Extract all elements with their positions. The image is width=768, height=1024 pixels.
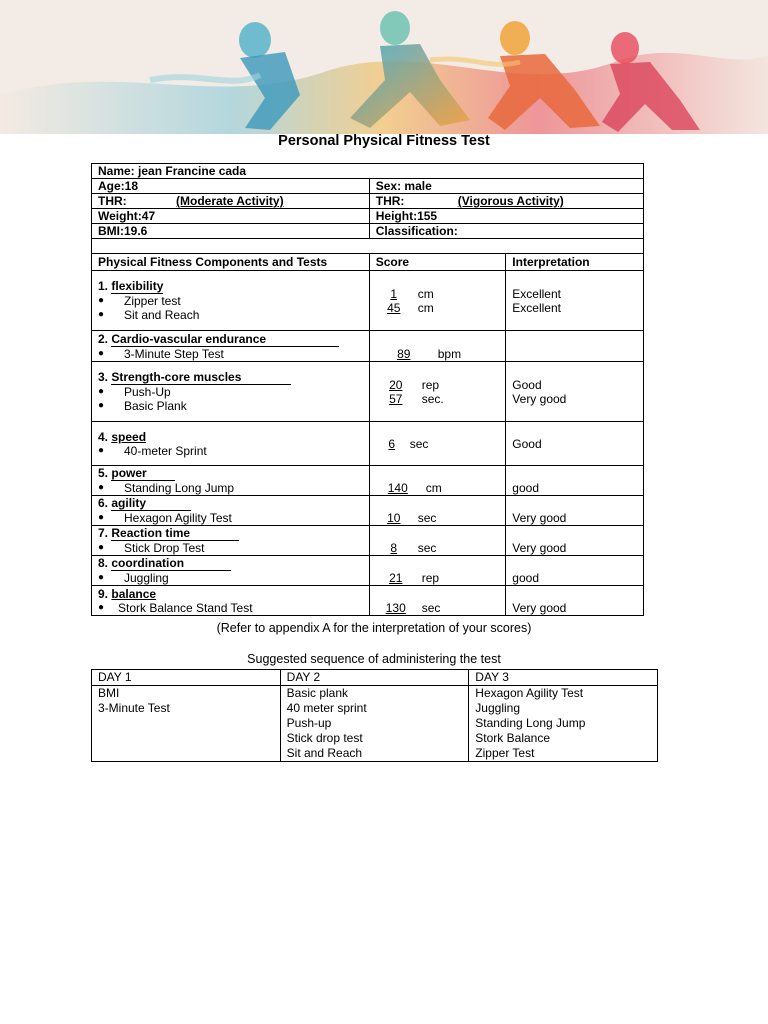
interpretation-cell xyxy=(506,331,644,362)
refer-note: (Refer to appendix A for the interpretation of your scores) xyxy=(216,621,532,635)
day-header: DAY 1 xyxy=(92,670,281,686)
score-unit: bpm xyxy=(437,347,462,361)
score-cell xyxy=(369,271,506,331)
component-cell: 1. flexibility ● Zipper test ● Sit and Reach xyxy=(92,271,370,331)
day-header: DAY 2 xyxy=(280,670,469,686)
day-header: DAY 3 xyxy=(469,670,658,686)
test-item: ● Stork Balance Stand Test xyxy=(98,601,363,615)
component-name: Cardio-vascular endurance xyxy=(111,332,339,347)
score-value: 57 xyxy=(389,391,403,406)
table-row xyxy=(92,466,644,496)
interpretation-cell xyxy=(506,362,644,422)
test-item: ● Sit and Reach xyxy=(98,308,363,322)
component-name: power xyxy=(111,466,175,481)
score-unit: rep xyxy=(421,571,440,585)
height-field: Height:155 xyxy=(369,209,643,224)
test-item: ● 3-Minute Step Test xyxy=(98,347,363,361)
score-cell xyxy=(369,586,506,616)
thr-label: THR: xyxy=(98,194,127,208)
list-item: Standing Long Jump xyxy=(475,716,586,730)
bmi-field: BMI:19.6 xyxy=(92,224,370,239)
component-name: balance xyxy=(111,586,157,601)
test-item: ● Basic Plank xyxy=(98,399,363,413)
test-item: ● Push-Up xyxy=(98,385,363,399)
interpretation-value: Good xyxy=(512,377,542,392)
test-item: ● Stick Drop Test xyxy=(98,541,363,555)
classification-field: Classification: xyxy=(369,224,643,239)
score-unit: sec xyxy=(417,541,437,555)
list-item: Hexagon Agility Test xyxy=(475,686,584,700)
score-value: 6 xyxy=(388,436,396,451)
component-name: flexibility xyxy=(111,279,164,293)
component-name: agility xyxy=(111,496,191,511)
sex-field: Sex: male xyxy=(369,179,643,194)
table-row xyxy=(92,362,644,422)
component-name: coordination xyxy=(111,556,231,571)
component-cell: 7. Reaction time ● Stick Drop Test xyxy=(92,526,370,556)
component-name: speed xyxy=(111,429,147,444)
list-item: Push-up xyxy=(286,716,332,730)
day-2-tests xyxy=(280,686,469,762)
score-unit: sec xyxy=(417,511,437,525)
score-cell xyxy=(369,466,506,496)
thr-vigorous-field xyxy=(369,194,643,209)
score-value: 1 xyxy=(390,286,398,301)
thr-moderate-activity: (Moderate Activity) xyxy=(176,194,284,208)
thr-label: THR: xyxy=(375,194,405,208)
score-unit: cm xyxy=(417,300,434,315)
component-cell: 2. Cardio-vascular endurance ● 3-Minute Step Test xyxy=(92,331,370,362)
score-value: 10 xyxy=(387,511,401,525)
score-unit: rep xyxy=(421,377,440,392)
interpretation-value: Excellent xyxy=(512,300,561,315)
list-item: Zipper Test xyxy=(475,746,535,760)
interpretation-cell xyxy=(506,271,644,331)
age-field: Age:18 xyxy=(92,179,370,194)
score-value: 8 xyxy=(390,541,398,555)
table-row xyxy=(92,526,644,556)
list-item: 3-Minute Test xyxy=(98,701,170,715)
score-unit: cm xyxy=(417,286,434,301)
test-item: ● Juggling xyxy=(98,571,363,585)
sequence-title: Suggested sequence of administering the test xyxy=(247,652,501,666)
table-row xyxy=(92,496,644,526)
score-value: 21 xyxy=(389,571,403,585)
component-name: Strength-core muscles xyxy=(111,370,291,385)
spacer-row xyxy=(92,239,644,254)
interpretation-cell: good xyxy=(506,466,644,496)
list-item: 40 meter sprint xyxy=(286,701,367,715)
score-unit: sec. xyxy=(421,391,444,406)
score-cell xyxy=(369,526,506,556)
list-item: Stick drop test xyxy=(286,731,363,745)
score-value: 140 xyxy=(387,481,408,495)
header-banner-image xyxy=(0,0,768,134)
list-item: Sit and Reach xyxy=(286,746,363,760)
list-item: BMI xyxy=(98,686,120,700)
score-cell xyxy=(369,422,506,466)
score-unit: sec xyxy=(421,601,441,615)
component-cell: 3. Strength-core muscles ● Push-Up ● Basic Plank xyxy=(92,362,370,422)
component-cell: 9. balance ● Stork Balance Stand Test xyxy=(92,586,370,616)
document-title: Personal Physical Fitness Test xyxy=(278,133,490,149)
table-row xyxy=(92,586,644,616)
fitness-test-table xyxy=(91,163,644,616)
interpretation-cell: Very good xyxy=(506,526,644,556)
score-value: 45 xyxy=(387,300,401,315)
list-item: Basic plank xyxy=(286,686,349,700)
interpretation-value: Excellent xyxy=(512,286,561,301)
score-value: 130 xyxy=(385,601,406,615)
table-row xyxy=(92,271,644,331)
test-sequence-table xyxy=(91,669,658,762)
interpretation-cell: good xyxy=(506,556,644,586)
interpretation-cell: Very good xyxy=(506,496,644,526)
score-value: 20 xyxy=(389,377,403,392)
test-item: ● Standing Long Jump xyxy=(98,481,363,495)
interpretation-cell: Very good xyxy=(506,586,644,616)
column-header-interpretation: Interpretation xyxy=(506,254,644,271)
test-item: ● 40-meter Sprint xyxy=(98,444,363,458)
weight-field: Weight:47 xyxy=(92,209,370,224)
column-header-components: Physical Fitness Components and Tests xyxy=(92,254,370,271)
table-row xyxy=(92,331,644,362)
score-value: 89 xyxy=(397,347,411,361)
score-cell xyxy=(369,556,506,586)
name-field: Name: jean Francine cada xyxy=(92,164,644,179)
list-item: Stork Balance xyxy=(475,731,551,745)
list-item: Juggling xyxy=(475,701,520,715)
score-unit: cm xyxy=(425,481,442,495)
day-1-tests xyxy=(92,686,281,762)
score-cell xyxy=(369,496,506,526)
score-unit: sec xyxy=(409,436,429,451)
table-row xyxy=(92,556,644,586)
interpretation-value: Very good xyxy=(512,391,567,406)
component-name: Reaction time xyxy=(111,526,239,541)
score-cell xyxy=(369,362,506,422)
component-cell: 5. power ● Standing Long Jump xyxy=(92,466,370,496)
component-cell: 8. coordination ● Juggling xyxy=(92,556,370,586)
table-row xyxy=(92,422,644,466)
component-cell: 6. agility ● Hexagon Agility Test xyxy=(92,496,370,526)
column-header-score: Score xyxy=(369,254,506,271)
day-3-tests xyxy=(469,686,658,762)
thr-vigorous-activity: (Vigorous Activity) xyxy=(457,194,564,208)
component-cell: 4. speed ● 40-meter Sprint xyxy=(92,422,370,466)
thr-moderate-field xyxy=(92,194,370,209)
score-cell xyxy=(369,331,506,362)
interpretation-cell: Good xyxy=(506,422,644,466)
test-item: ● Hexagon Agility Test xyxy=(98,511,363,525)
test-item: ● Zipper test xyxy=(98,294,363,308)
